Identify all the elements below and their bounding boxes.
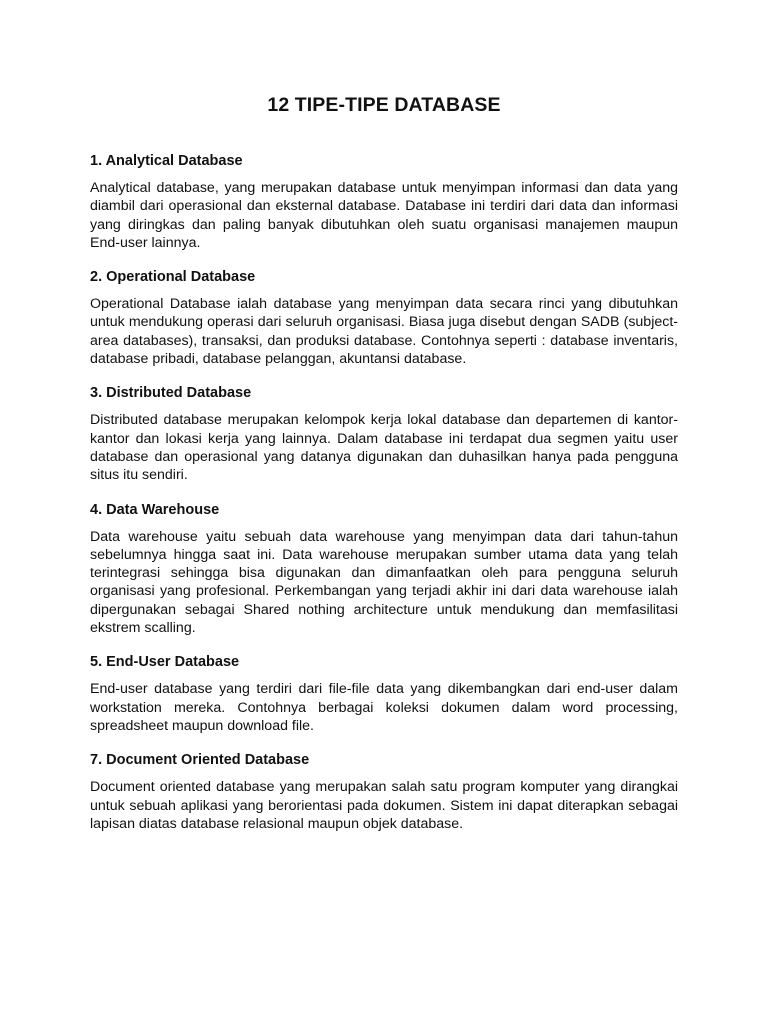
section-body: Analytical database, yang merupakan database untuk menyimpan informasi dan data yang diambil dari operasional dan eksternal database. Database ini terdiri dari data dan informasi yang diringkas dan paling banyak dibutuhkan oleh suatu organisasi manajemen maupun End-user lainnya. [90, 180, 678, 251]
section-body: Data warehouse yaitu sebuah data warehouse yang menyimpan data dari tahun-tahun sebelumnya hingga saat ini. Data warehouse merupakan sumber utama data yang telah terintegrasi sehingga bisa digunakan dan dimanfaatkan oleh para pengguna seluruh organisasi yang profesional. Perkembangan yang terjadi akhir ini dari data warehouse ialah dipergunakan sebagai Shared nothing architecture untuk mendukung dan memfasilitasi ekstrem scalling. [90, 528, 678, 637]
section-distributed-database [90, 383, 678, 484]
section-document-oriented-database [90, 750, 678, 833]
section-body: Document oriented database yang merupakan salah satu program komputer yang dirangkai untuk sebuah aplikasi yang berorientasi pada dokumen. Sistem ini dapat diterapkan sebagai lapisan diatas database relasional maupun objek database. [90, 779, 678, 832]
section-body: Distributed database merupakan kelompok kerja lokal database dan departemen di kantor-kantor dan lokasi kerja yang lainnya. Dalam database ini terdapat dua segmen yaitu user database dan operasional yang datanya digunakan dan duhasilkan hanya pada pengguna situs itu sendiri. [90, 412, 678, 484]
section-data-warehouse [90, 500, 678, 638]
section-heading: 4. Data Warehouse [90, 501, 220, 518]
section-operational-database [90, 267, 678, 368]
section-body: Operational Database ialah database yang menyimpan data secara rinci yang dibutuhkan untuk mendukung operasi dari seluruh organisasi. Biasa juga disebut dengan SADB (subject-area databases), transaksi, dan produksi database. Contohnya seperti : database inventaris, database pribadi, database pelanggan, akuntansi database. [90, 296, 678, 368]
document-title: 12 TIPE-TIPE DATABASE [267, 94, 501, 116]
section-heading: 3. Distributed Database [90, 385, 252, 402]
section-heading: 5. End-User Database [90, 654, 240, 671]
section-heading: 2. Operational Database [90, 269, 256, 286]
section-end-user-database [90, 652, 678, 735]
section-heading: 7. Document Oriented Database [90, 752, 310, 769]
section-analytical-database [90, 151, 678, 252]
section-body: End-user database yang terdiri dari file-file data yang dikembangkan dari end-user dalam workstation mereka. Contohnya berbagai koleksi dokumen dalam word processing, spreadsheet maupun download file. [90, 681, 678, 734]
section-heading: 1. Analytical Database [90, 153, 243, 169]
